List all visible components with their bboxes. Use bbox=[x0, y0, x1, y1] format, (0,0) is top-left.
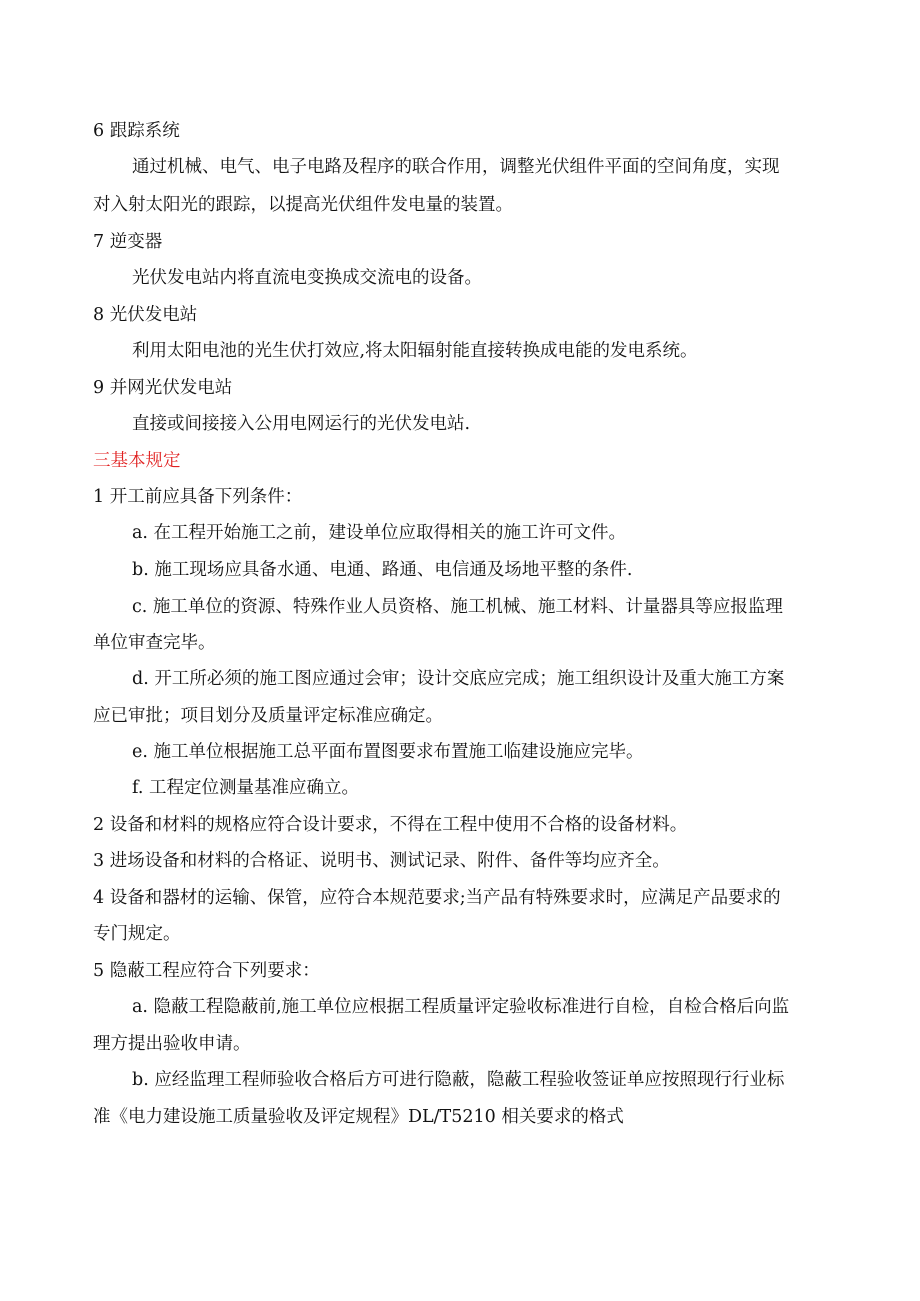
list-item-a: a. 在工程开始施工之前，建设单位应取得相关的施工许可文件。 bbox=[132, 523, 627, 543]
term-heading-6: 6 跟踪系统 bbox=[93, 121, 180, 141]
paragraph-line: 专门规定。 bbox=[93, 924, 181, 944]
list-item-d: d. 开工所必须的施工图应通过会审；设计交底应完成；施工组织设计及重大施工方案 bbox=[132, 669, 785, 689]
paragraph-line: 对入射太阳光的跟踪，以提高光伏组件发电量的装置。 bbox=[93, 195, 513, 215]
section-heading: 三基本规定 bbox=[93, 451, 181, 471]
list-item-c: c. 施工单位的资源、特殊作业人员资格、施工机械、施工材料、计量器具等应报监理 bbox=[132, 597, 783, 617]
term-heading-9: 9 并网光伏发电站 bbox=[93, 378, 233, 398]
list-heading-3: 3 进场设备和材料的合格证、说明书、测试记录、附件、备件等均应齐全。 bbox=[93, 851, 670, 871]
paragraph-line: 准《电力建设施工质量验收及评定规程》DL/T5210 相关要求的格式 bbox=[93, 1107, 624, 1127]
paragraph-line: 通过机械、电气、电子电路及程序的联合作用，调整光伏组件平面的空间角度，实现 bbox=[132, 157, 780, 177]
list-heading-1: 1 开工前应具备下列条件： bbox=[93, 487, 303, 507]
paragraph-line: 利用太阳电池的光生伏打效应,将太阳辐射能直接转换成电能的发电系统。 bbox=[132, 341, 698, 361]
paragraph-line: 单位审查完毕。 bbox=[93, 633, 216, 653]
list-heading-4: 4 设备和器材的运输、保管，应符合本规范要求;当产品有特殊要求时，应满足产品要求的 bbox=[93, 888, 781, 908]
list-item-a: a. 隐蔽工程隐蔽前,施工单位应根据工程质量评定验收标准进行自检，自检合格后向监 bbox=[132, 997, 790, 1017]
paragraph-line: 光伏发电站内将直流电变换成交流电的设备。 bbox=[132, 268, 482, 288]
list-item-f: f. 工程定位测量基准应确立。 bbox=[132, 778, 359, 798]
list-item-e: e. 施工单位根据施工总平面布置图要求布置施工临建设施应完毕。 bbox=[132, 742, 644, 762]
list-item-b: b. 施工现场应具备水通、电通、路通、电信通及场地平整的条件. bbox=[132, 560, 633, 580]
list-item-b: b. 应经监理工程师验收合格后方可进行隐蔽，隐蔽工程验收签证单应按照现行行业标 bbox=[132, 1070, 785, 1090]
term-heading-8: 8 光伏发电站 bbox=[93, 305, 198, 325]
list-heading-5: 5 隐蔽工程应符合下列要求： bbox=[93, 961, 320, 981]
term-heading-7: 7 逆变器 bbox=[93, 232, 163, 252]
paragraph-line: 直接或间接接入公用电网运行的光伏发电站. bbox=[132, 414, 471, 434]
paragraph-line: 理方提出验收申请。 bbox=[93, 1034, 251, 1054]
paragraph-line: 应已审批；项目划分及质量评定标准应确定。 bbox=[93, 706, 443, 726]
list-heading-2: 2 设备和材料的规格应符合设计要求，不得在工程中使用不合格的设备材料。 bbox=[93, 815, 688, 835]
